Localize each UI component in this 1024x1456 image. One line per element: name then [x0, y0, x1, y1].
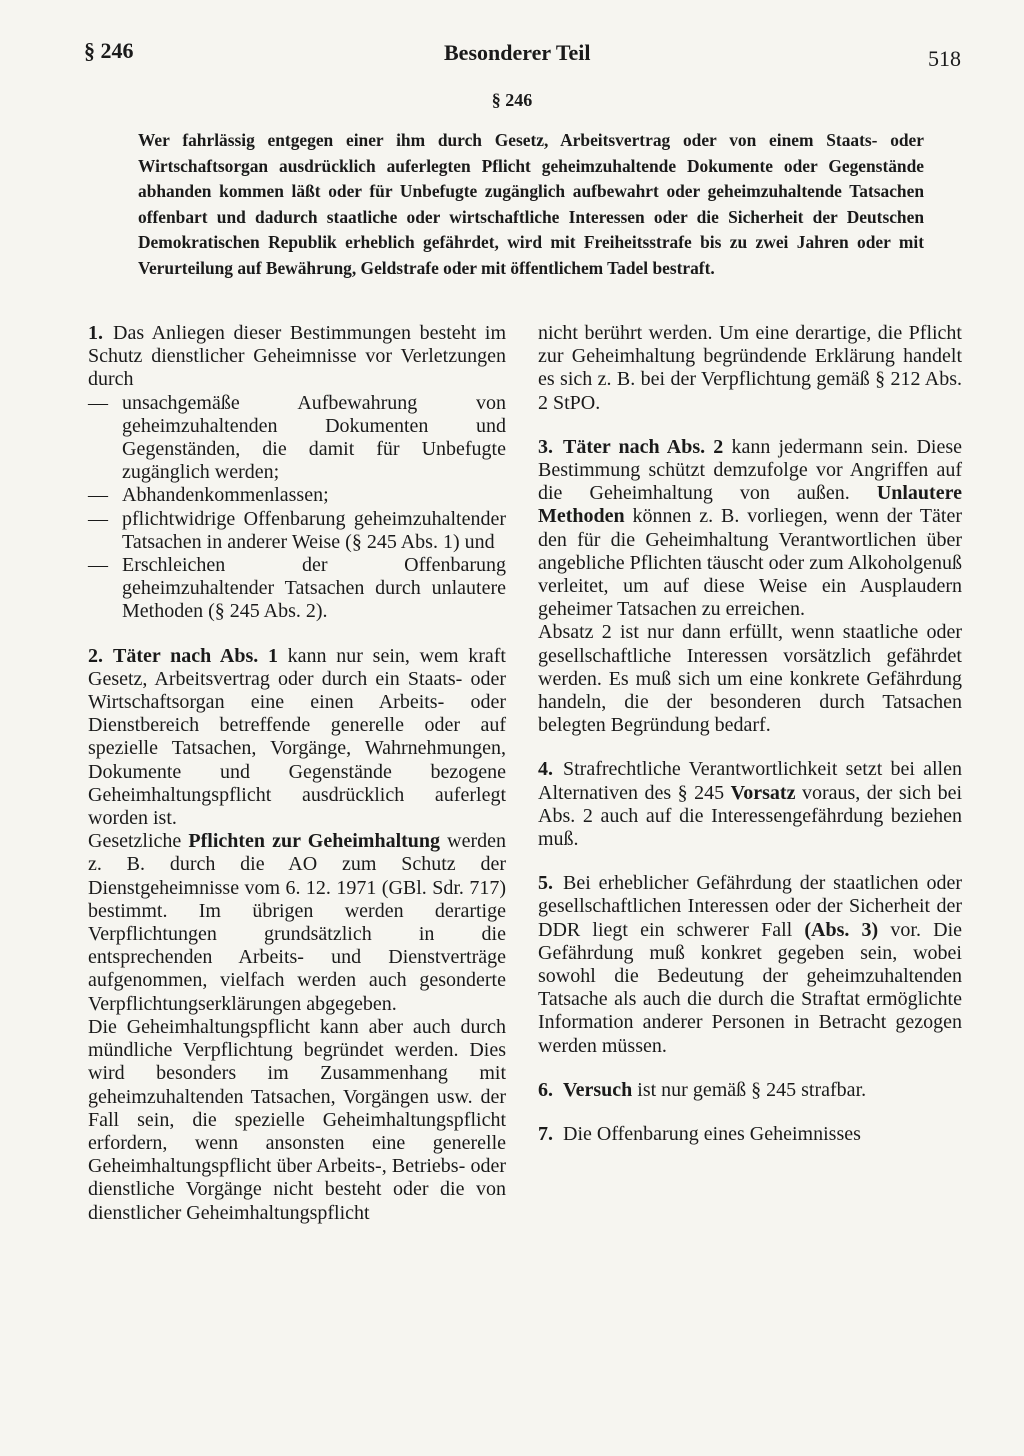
bold-term: Vorsatz	[730, 781, 796, 804]
commentary-paragraph-2	[88, 645, 506, 1225]
paragraph-text: Gesetzliche	[88, 830, 189, 853]
list-item: — Erschleichen der Offenbarung geheimzuhaltender Tatsachen durch unlautere Methoden (§ 245 Abs. 2).	[88, 554, 506, 624]
paragraph-number: 1.	[88, 322, 103, 344]
paragraph-number: 5.	[538, 872, 553, 895]
header-section-number: § 246	[84, 38, 134, 63]
bold-term: Täter nach Abs. 1	[113, 644, 278, 667]
section-title: § 246	[491, 90, 533, 110]
list-item: — pflichtwidrige Offenbarung geheimzuhaltender Tatsachen in anderer Weise (§ 245 Abs. 1) und	[88, 508, 506, 554]
bold-term: Täter nach Abs. 2	[563, 435, 724, 458]
bold-term: Unlautere Methoden	[538, 482, 962, 528]
paragraph-text: Strafrechtliche Verantwortlichkeit setzt bei allen Alternativen des § 245	[538, 758, 962, 804]
paragraph-text: ist nur gemäß § 245 strafbar.	[632, 1078, 867, 1101]
commentary-paragraph-7	[538, 1123, 962, 1146]
paragraph-part: Die Geheimhaltungspflicht kann aber auch durch mündliche Verpflichtung begründet werden. Dies wird besonders im Zusammenhang mit geheimzuhaltenden Tatsachen, Vorgängen usw. der Fall sein, die spezielle Geheimhaltungspflicht erfordern, wenn ansonsten eine generelle Geheimhaltungspflicht über Arbeits-, Betriebs- oder dienstliche Vorgänge nicht besteht oder die von dienstlicher Geheimhaltungspflicht	[88, 1015, 506, 1224]
list-item: — Abhandenkommenlassen;	[88, 484, 506, 507]
paragraph-part	[88, 645, 506, 831]
list-item: — unsachgemäße Aufbewahrung von geheimzuhaltenden Dokumenten und Gegenständen, die damit für Unbefugte zugänglich werden;	[88, 392, 506, 485]
statute-text: Wer fahrlässig entgegen einer ihm durch Gesetz, Arbeitsvertrag oder von einem Staats- oder Wirtschaftsorgan ausdrücklich auferlegten Pflicht geheimzuhaltende Dokumente oder Gegenstände abhanden kommen läßt oder für Unbefugte zugänglich aufbewahrt oder geheimzuhaltende Tatsachen offenbart und dadurch staatliche oder wirtschaftliche Interessen oder die Sicherheit der Deutschen Demokratischen Republik erheblich gefährdet, wird mit Freiheitsstrafe bis zu zwei Jahren oder mit Verurteilung auf Bewährung, Geldstrafe oder mit öffentlichem Tadel bestraft.	[138, 130, 924, 278]
paragraph-part	[538, 436, 962, 622]
paragraph-text: kann jedermann sein. Diese Bestimmung schützt demzufolge vor Angriffen auf die Geheimhaltung von außen.	[538, 435, 962, 505]
right-column	[538, 322, 962, 1167]
paragraph-number: 4.	[538, 758, 553, 781]
paragraph-number: 7.	[538, 1123, 553, 1146]
header-title: Besonderer Teil	[444, 40, 591, 65]
commentary-paragraph-2-continued: nicht berührt werden. Um eine derartige, die Pflicht zur Geheimhaltung begründende Erklärung handelt es sich z. B. bei der Verpflichtung gemäß § 212 Abs. 2 StPO.	[538, 322, 962, 414]
bold-term: Versuch	[563, 1078, 633, 1101]
commentary-paragraph-4	[538, 758, 962, 851]
paragraph-text: werden z. B. durch die AO zum Schutz der Dienstgeheimnisse vom 6. 12. 1971 (GBl. Sdr. 717) bestimmt. Im übrigen werden derartige Verpflichtungen grundsätzlich in die entsprechenden Arbeits- und Dienstverträge aufgenommen, vielfach werden auch gesonderte Verpflichtungserklärungen abgegeben.	[88, 830, 507, 1015]
page-number: 518	[928, 46, 961, 71]
paragraph-text: voraus, der sich bei Abs. 2 auch auf die Interessengefährdung beziehen muß.	[538, 781, 962, 851]
paragraph-number: 3.	[538, 435, 553, 458]
paragraph-text: Bei erheblicher Gefährdung der staatlichen oder gesellschaftlichen Interessen oder der Sicherheit der DDR liegt ein schwerer Fall	[538, 872, 962, 941]
paragraph-text: kann nur sein, wem kraft Gesetz, Arbeitsvertrag oder durch ein Staats- oder Wirtschaftsorgan eine einen Arbeits- oder Dienstbereich betreffende generelle oder auf spezielle Tatsachen, Vorgänge, Wahrnehmungen, Dokumente und Gegenstände bezogene Geheimhaltungspflicht ausdrücklich auferlegt worden ist.	[88, 644, 506, 830]
commentary-paragraph-5	[538, 872, 962, 1058]
paragraph-text: vor. Die Gefährdung muß konkret gegeben sein, wobei sowohl die Bedeutung der geheimzuhaltenden Tatsache als auch die durch die Straftat ermöglichte Information anderer Personen in Betracht gezogen werden müssen.	[538, 918, 962, 1057]
dash-list	[88, 392, 506, 624]
commentary-paragraph-3	[538, 436, 962, 738]
paragraph-text: Die Offenbarung eines Geheimnisses	[563, 1123, 861, 1146]
left-column	[88, 322, 506, 1246]
commentary-paragraph-1	[88, 322, 506, 624]
commentary-paragraph-6	[538, 1079, 962, 1102]
paragraph-part	[88, 830, 506, 1016]
paragraph-number: 6.	[538, 1078, 553, 1101]
bold-term: Pflichten zur Geheimhaltung	[188, 830, 441, 853]
paragraph-part: Absatz 2 ist nur dann erfüllt, wenn staatliche oder gesellschaftliche Interessen vorsätzlich gefährdet werden. Es muß sich um eine konkrete Gefährdung handeln, die der besonderen durch Tatsachen belegten Begründung bedarf.	[538, 621, 962, 737]
paragraph-text: können z. B. vorliegen, wenn der Täter den für die Geheimhaltung Verantwortlichen über angebliche Pflichten täuscht oder zum Alkoholgenuß verleitet, um auf diese Weise ein Ausplaudern geheimer Tatsachen zu erreichen.	[538, 505, 962, 621]
bold-term: (Abs. 3)	[804, 918, 879, 941]
paragraph-number: 2.	[88, 644, 103, 667]
paragraph-text: Das Anliegen dieser Bestimmungen besteht im Schutz dienstlicher Geheimnisse vor Verletzungen durch	[88, 322, 506, 391]
